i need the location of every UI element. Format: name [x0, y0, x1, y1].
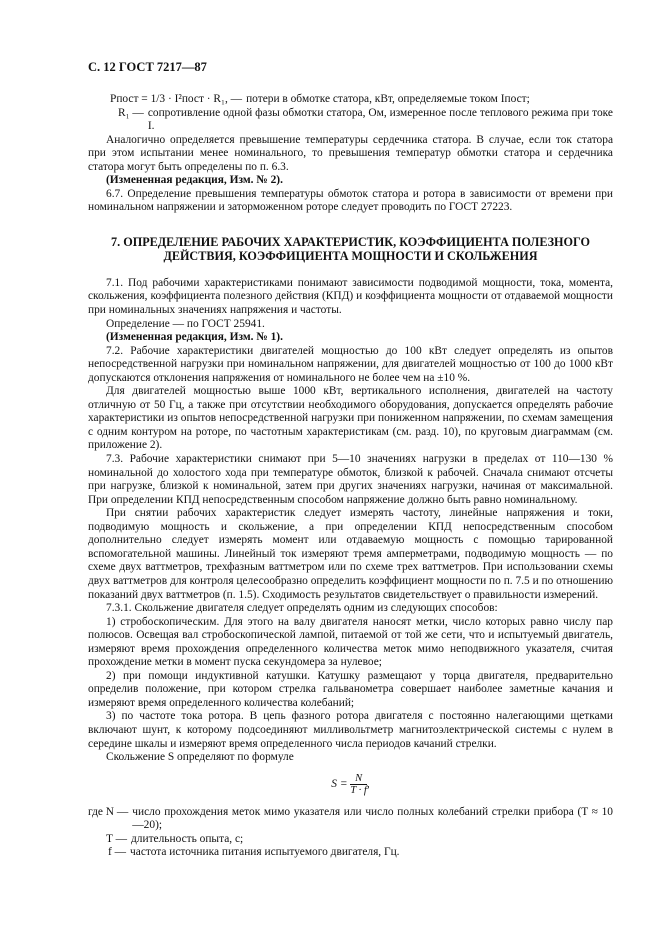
formula-fraction	[350, 773, 366, 796]
paragraph: При снятии рабочих характеристик следует измерять частоту, линейные напряжения и токи, подводимую мощность и скольжение, а при определении КПД непосредственным способом дополнительно следует измерять момент или отдаваемую мощность с помощью тарированной вспомогательной машины. Линейный ток измеряют тремя амперметрами, подводимую мощность — по схеме двух ваттметров, трехфазным ваттметром или по схеме трех ваттметров. При использовании схемы двух ваттметров для контроля целесообразно определить коэффициент мощности по п. 7.5 и по отношению показаний двух ваттметров (п. 1.5). Сходимость результатов свидетельствует о правильности измерений.	[88, 507, 613, 601]
page-header: С. 12 ГОСТ 7217—87	[88, 60, 207, 74]
document-body	[88, 93, 613, 860]
definition-symbol: R₁ —	[118, 106, 144, 119]
definition-text: частота источника питания испытуемого двигателя, Гц.	[130, 846, 400, 859]
list-item: 2) при помощи индуктивной катушки. Катушку размещают у торца двигателя, предварительно определив положение, при котором стрелка гальванометра совершает наиболее заметные качания и измеряют время определенного количества колебаний;	[88, 669, 613, 709]
definition-symbol: где N —	[88, 805, 129, 818]
paragraph: 7.3.1. Скольжение двигателя следует определять одним из следующих способов:	[106, 602, 498, 615]
paragraph: 7.1. Под рабочими характеристиками понимают зависимости подводимой мощности, тока, момента, скольжения, коэффициента полезного действия (КПД) и коэффициента мощности от отдаваемой мощности при номинальных значениях напряжения и частоты.	[88, 276, 613, 317]
paragraph: Скольжение S определяют по формуле	[106, 751, 294, 764]
paragraph: Определение — по ГОСТ 25941.	[106, 317, 265, 330]
paragraph: 7.2. Рабочие характеристики двигателей мощностью до 100 кВт следует определять из опытов непосредственной нагрузки при номинальном напряжении, для двигателей мощностью от 100 до 1000 кВт допускаются отклонения напряжения от номинального не более чем на ±10 %.	[88, 344, 613, 384]
formula-lhs: S =	[331, 777, 348, 790]
paragraph: Аналогично определяется превышение температуры сердечника статора. В случае, если ток статора при этом испытании менее номинального, то превышения температур обмотки статора и сердечника статора могут быть определены по п. 6.3.	[88, 133, 613, 173]
formula-comma: ,	[366, 777, 370, 790]
slip-formula	[88, 773, 613, 796]
formula-denominator: T · f	[350, 784, 367, 796]
paragraph: 6.7. Определение превышения температуры обмоток статора и ротора в зависимости от времени при номинальном напряжении и заторможенном роторе следует проводить по ГОСТ 27223.	[88, 187, 613, 214]
where-definition	[88, 833, 613, 847]
amendment-note: (Измененная редакция, Изм. № 2).	[106, 174, 283, 187]
list-item: 1) стробоскопическим. Для этого на валу двигателя наносят метки, число которых равно числу пар полюсов. Освещая вал стробоскопической лампой, питаемой от той же сети, что и испытуемый двигатель, измеряют время прохождения определенного количества меток мимо неподвижного указателя, считая прохождение метки в момент пуска секундомера за нулевое;	[88, 615, 613, 669]
definition	[88, 93, 613, 107]
definition-symbol: f —	[108, 846, 127, 859]
definition-symbol: Pпост = 1/3 · I²пост · R₁, —	[110, 93, 243, 105]
paragraph: 7.3. Рабочие характеристики снимают при 5—10 значениях нагрузки в пределах от 110—130 % номинальной до холостого хода при температуре обмоток, близкой к рабочей. Сначала снимают отсчеты при нагрузке, близкой к номинальной, затем при других значениях нагрузки, начиная от максимальной. При определении КПД непосредственным способом напряжение должно быть равно номинальному.	[88, 453, 613, 506]
where-definition	[88, 846, 613, 860]
definition-text: сопротивление одной фазы обмотки статора, Ом, измеренное после теплового режима при токе I.	[147, 106, 613, 133]
formula-numerator: N	[350, 773, 366, 785]
definition-text: число прохождения меток мимо указателя или число полных колебаний стрелки прибора (T ≈ 10—20);	[132, 805, 613, 832]
list-item: 3) по частоте тока ротора. В цепь фазного ротора двигателя с постоянно налегающими щетками включают шунт, к которому подсоединяют милливольтметр магнитоэлектрической системы с нулем в середине шкалы и измеряют время определенного числа периодов качаний стрелки.	[88, 710, 613, 750]
definition-symbol: T —	[106, 832, 127, 845]
definition-text: длительность опыта, с;	[131, 832, 244, 845]
definition	[88, 107, 613, 134]
amendment-note: (Измененная редакция, Изм. № 1).	[106, 331, 283, 344]
definition-text: потери в обмотке статора, кВт, определяемые током Iпост;	[246, 93, 530, 105]
where-definition	[88, 806, 613, 833]
section-title: 7. ОПРЕДЕЛЕНИЕ РАБОЧИХ ХАРАКТЕРИСТИК, КОЭФФИЦИЕНТА ПОЛЕЗНОГО ДЕЙСТВИЯ, КОЭФФИЦИЕНТА МОЩНОСТИ И СКОЛЬЖЕНИЯ	[111, 234, 590, 263]
paragraph: Для двигателей мощностью выше 1000 кВт, вертикального исполнения, двигателей на частоту отличную от 50 Гц, а также при отсутствии необходимого оборудования, допускается определять рабочие характеристики из опытов непосредственной нагрузки при пониженном напряжении, по схемам замещения с одним контуром на роторе, по частотным характеристикам (см. разд. 10), по круговым диаграммам (см. приложение 2).	[88, 385, 613, 452]
